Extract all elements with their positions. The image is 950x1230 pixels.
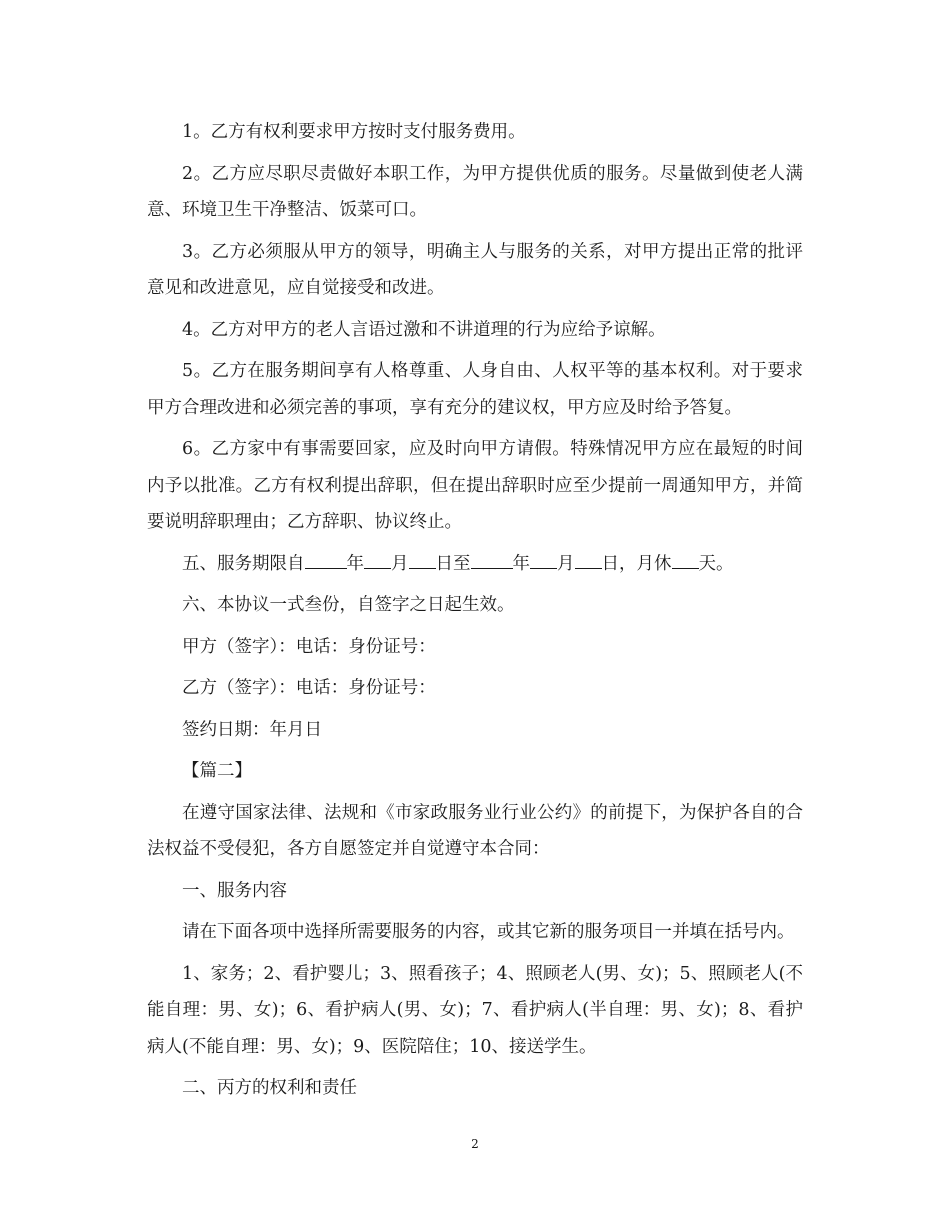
paragraph-party-a-signature: 甲方（签字）：电话：身份证号： <box>182 636 436 657</box>
document-body <box>147 114 803 1112</box>
page-number: 2 <box>471 1137 479 1151</box>
paragraph-clause-4: 4。乙方对甲方的老人言语过激和不讲道理的行为应给予谅解。 <box>182 319 666 340</box>
service-period-month2: 月 <box>557 553 575 574</box>
paragraph-copies: 六、本协议一式叁份，自签字之日起生效。 <box>182 595 515 615</box>
section-heading-part-two: 【篇二】 <box>182 761 252 781</box>
service-period-prefix: 五、服务期限自 <box>182 553 305 574</box>
service-period-year1: 年 <box>346 553 364 574</box>
paragraph-service-list: 1、家务；2、看护婴儿；3、照看孩子；4、照顾老人(男、女)；5、照顾老人(不能自理：男、女)；6、看护病人(男、女)；7、看护病人(半自理：男、女)；8、看护病人(不能自理：男、女)；9、医院陪住；10、接送学生。 <box>147 963 803 1057</box>
paragraph-clause-1: 1。乙方有权利要求甲方按时支付服务费用。 <box>182 122 526 142</box>
service-period-day1: 日至 <box>435 553 471 574</box>
service-period-suffix: 天。 <box>698 553 734 574</box>
paragraph-clause-5: 5。乙方在服务期间享有人格尊重、人身自由、人权平等的基本权利。对于要求甲方合理改进和必须完善的事项，享有充分的建议权，甲方应及时给予答复。 <box>147 361 803 418</box>
blank-start-year <box>305 549 347 568</box>
heading-party-c-rights: 二、丙方的权利和责任 <box>182 1078 357 1098</box>
blank-start-month <box>364 549 391 568</box>
paragraph-party-b-signature: 乙方（签字）：电话：身份证号： <box>182 678 436 698</box>
blank-end-year <box>471 549 513 568</box>
blank-end-day <box>575 549 602 568</box>
paragraph-clause-6: 6。乙方家中有事需要回家，应及时向甲方请假。特殊情况甲方应在最短的时间内予以批准。乙方有权利提出辞职，但在提出辞职时应至少提前一周通知甲方，并简要说明辞职理由；乙方辞职、协议终止。 <box>147 439 803 532</box>
blank-end-month <box>530 549 557 568</box>
paragraph-preamble: 在遵守国家法律、法规和《市家政服务业行业公约》的前提下，为保护各自的合法权益不受侵犯，各方自愿签定并自觉遵守本合同： <box>147 802 803 859</box>
blank-start-day <box>409 549 436 568</box>
service-period-day2: 日，月休 <box>601 553 672 574</box>
heading-service-content: 一、服务内容 <box>182 880 287 901</box>
paragraph-clause-3: 3。乙方必须服从甲方的领导，明确主人与服务的关系，对甲方提出正常的批评意见和改进意见，应自觉接受和改进。 <box>147 241 803 298</box>
service-period-year2: 年 <box>512 553 530 574</box>
service-period-month1: 月 <box>391 553 409 574</box>
paragraph-sign-date: 签约日期：年月日 <box>182 719 322 740</box>
paragraph-clause-2: 2。乙方应尽职尽责做好本职工作，为甲方提供优质的服务。尽量做到使老人满意、环境卫生干净整洁、饭菜可口。 <box>147 163 803 220</box>
paragraph-service-instruction: 请在下面各项中选择所需要服务的内容，或其它新的服务项目一并填在括号内。 <box>182 922 795 942</box>
paragraph-service-period <box>147 546 803 583</box>
blank-rest-days <box>672 549 699 568</box>
